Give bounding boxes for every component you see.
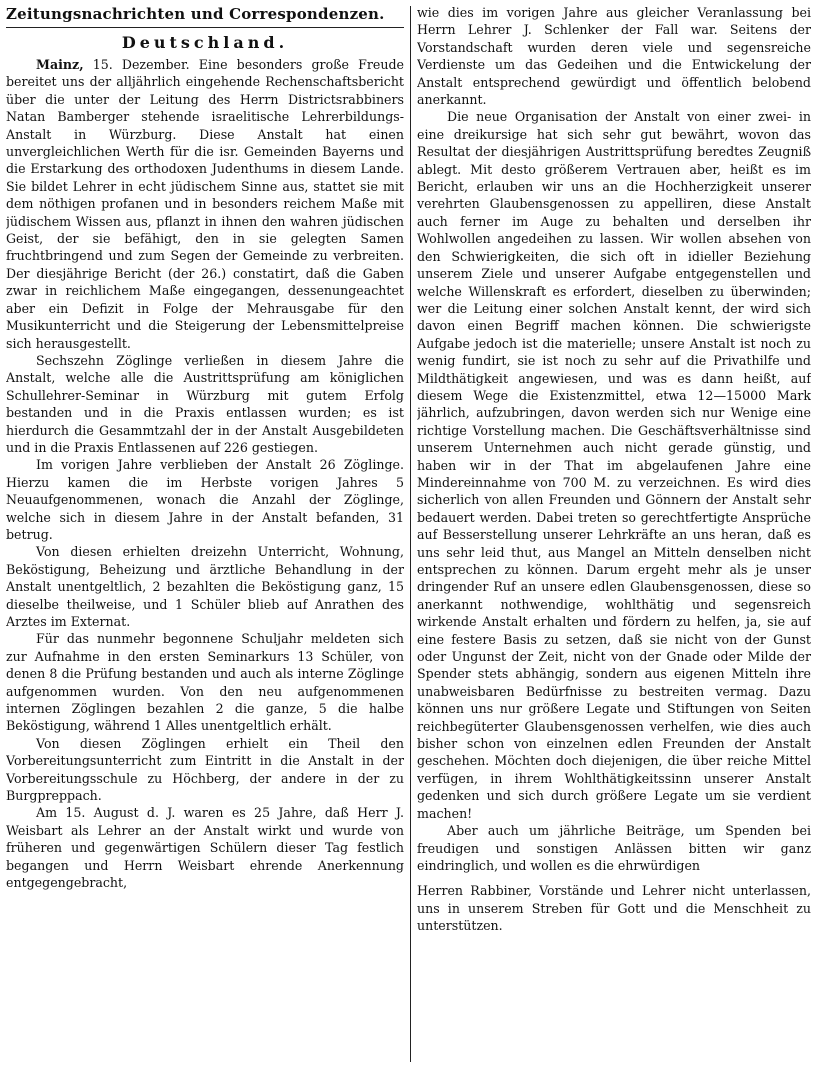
country-heading: Deutschland. <box>121 33 289 52</box>
dateline-place: Mainz, <box>36 57 84 72</box>
article-paragraph-3: Im vorigen Jahre verblieben der Anstalt 26 Zöglinge. Hierzu kamen die im Herbste vorigen Jahres 5 Neuaufgenommenen, wonach die Anzahl der Zöglinge, welche sich in diesem Jahre in der Anstalt befanden, 31 betrug. <box>6 457 404 542</box>
article-paragraph-10: Aber auch um jährliche Beiträge, um Spenden bei freudigen und sonstigen Anlässen bitten wir ganz eindringlich, und wollen es die ehrwürdigen <box>417 823 811 873</box>
section-heading: Zeitungsnachrichten und Correspondenzen. <box>6 5 385 23</box>
article-paragraph-7: Am 15. August d. J. waren es 25 Jahre, daß Herr J. Weisbart als Lehrer an der Anstalt wirkt und wurde von früheren und gegenwärtigen Schülern dieser Tag festlich begangen und Herrn Weisbart ehrende Anerkennung entgegengebracht, <box>6 805 404 891</box>
column-break-gap <box>417 874 811 882</box>
dateline-date: 15. Dezember. <box>92 57 190 72</box>
article-paragraph-9: Die neue Organisation der Anstalt von einer zwei- in eine dreikursige hat sich sehr gut bewährt, wovon das Resultat der diesjährigen Austrittsprüfung beredtes Zeugniß ablegt. Mit desto größerem Vertrauen aber, heißt es im Bericht, erlauben wir uns an die Hochherzigkeit unserer verehrten Glaubensgenossen zu appelliren, diese Anstalt auch ferner im Auge zu behalten und derselben ihr Wohlwollen angedeihen zu lassen. Wir wollen absehen von den Schwierigkeiten, die sich oft in idieller Beziehung unserem Ziele und unserer Aufgabe entgegenstellen und welche Willenskraft es erfordert, dieselben zu überwinden; wer die Leitung einer solchen Anstalt kennt, der wird sich davon einen Begriff machen können. Die schwierigste Aufgabe jedoch ist die materielle; unsere Anstalt ist noch zu wenig fundirt, sie ist noch zu sehr auf die Privathilfe und Mildthätigkeit angewiesen, und was es dann heißt, auf diesem Wege die Existenzmittel, etwa 12—15000 Mark jährlich, aufzubringen, davon werden sich nur Wenige eine richtige Vorstellung machen. Die Geschäftsverhältnisse sind unserem Unternehmen auch nicht gerade günstig, und haben wir in der That im abgelaufenen Jahre eine Mindereinnahme von 700 M. zu verzeichnen. Es wird dies sicherlich von allen Freunden und Gönnern der Anstalt sehr bedauert werden. Dabei treten so gerechtfertigte Ansprüche auf Besserstellung unserer Lehrkräfte an uns heran, daß es uns sehr leid thut, aus Mangel an Mitteln denselben nicht entsprechen zu können. Darum ergeht mehr als je unser dringender Ruf an unsere edlen Glaubensgenossen, diese so anerkannt nothwendige, wohlthätig und segensreich wirkende Anstalt erhalten und fördern zu helfen, ja, sie auf eine festere Basis zu setzen, daß sie nicht von der Gunst oder Ungunst der Zeit, nicht von der Gnade oder Milde der Spender stets abhängig, sondern aus eigenen Mitteln ihre unabweisbaren Bedürfnisse zu bestreiten vermag. Dazu können uns nur größere Legate und Stiftungen von Seiten reichbegüterter Glaubensgenossen verhelfen, wie dies auch bisher schon von einzelnen edlen Freunden der Anstalt geschehen. Möchten doch diejenigen, die über reiche Mittel verfügen, in ihrem Wohlthätigkeitssinn unserer Anstalt gedenken und sich durch größere Legate um sie verdient machen! <box>417 109 811 821</box>
paragraph-text: Eine besonders große Freude bereitet uns der alljährlich eingehende Rechenschaftsbericht über die unter der Leitung des Herrn Districtsrabbiners Natan Bamberger stehende israelitische Lehrerbildungs-Anstalt in Würzburg. Diese Anstalt hat einen unvergleichlichen Werth für die isr. Gemeinden Bayerns und die Erstarkung des orthodoxen Judenthums in diesem Lande. Sie bildet Lehrer in echt jüdischem Sinne aus, stattet sie mit dem nöthigen profanen und in besonders reichem Maße mit jüdischem Wissen aus, pflanzt in ihnen den wahren jüdischen Geist, der sie befähigt, den in sie gelegten Samen fruchtbringend und zum Segen der Gemeinde zu verbreiten. Der diesjährige Bericht (der 26.) constatirt, daß die Gaben zwar in reichlichem Maße eingegangen, dessenungeachtet aber ein Defizit in Folge der Mehrausgabe für den Musikunterricht und die Steigerung der Lebensmittelpreise sich herausgestellt. <box>6 57 404 351</box>
article-paragraph-4: Von diesen erhielten dreizehn Unterricht, Wohnung, Beköstigung, Beheizung und ärztliche Behandlung in der Anstalt unentgeltlich, 2 bezahlten die Beköstigung ganz, 15 dieselbe theilweise, und 1 Schüler blieb auf Anrathen des Arztes im Externat. <box>6 544 404 629</box>
article-paragraph-11: Herren Rabbiner, Vorstände und Lehrer nicht unterlassen, uns in unserem Streben für Gott und die Menschheit zu unterstützen. <box>417 883 811 934</box>
article-paragraph-2: Sechszehn Zöglinge verließen in diesem Jahre die Anstalt, welche alle die Austrittsprüfung am königlichen Schullehrer-Seminar in Würzburg mit gutem Erfolg bestanden und in die Praxis entlassen wurden; es ist hierdurch die Gesammtzahl der in der Anstalt Ausgebildeten und in die Praxis Entlassenen auf 226 gestiegen. <box>6 352 404 455</box>
right-column <box>417 4 811 1064</box>
article-paragraph-6: Von diesen Zöglingen erhielt ein Theil den Vorbereitungsunterricht zum Eintritt in die Anstalt in der Vorbereitungsschule zu Höchberg, der andere in der zu Burgpreppach. <box>6 735 404 804</box>
column-divider <box>410 6 411 1062</box>
left-column <box>6 4 404 1064</box>
article-paragraph-8: wie dies im vorigen Jahre aus gleicher Veranlassung bei Herrn Lehrer J. Schlenker der Fall war. Seitens der Vorstandschaft wurden deren viele und segensreiche Verdienste um das Gedeihen und die Entwickelung der Anstalt entsprechend gewürdigt und öffentlich belobend anerkannt. <box>417 5 811 108</box>
article-paragraph-5: Für das nunmehr begonnene Schuljahr meldeten sich zur Aufnahme in den ersten Seminarkurs 13 Schüler, von denen 8 die Prüfung bestanden und auch als interne Zöglinge aufgenommen wurden. Von den neu aufgenommenen internen Zöglingen bezahlen 2 die ganze, 5 die halbe Beköstigung, während 1 Alles unentgeltlich erhält. <box>6 631 404 734</box>
article-paragraph-1 <box>6 56 404 352</box>
heading-rule <box>6 27 404 28</box>
